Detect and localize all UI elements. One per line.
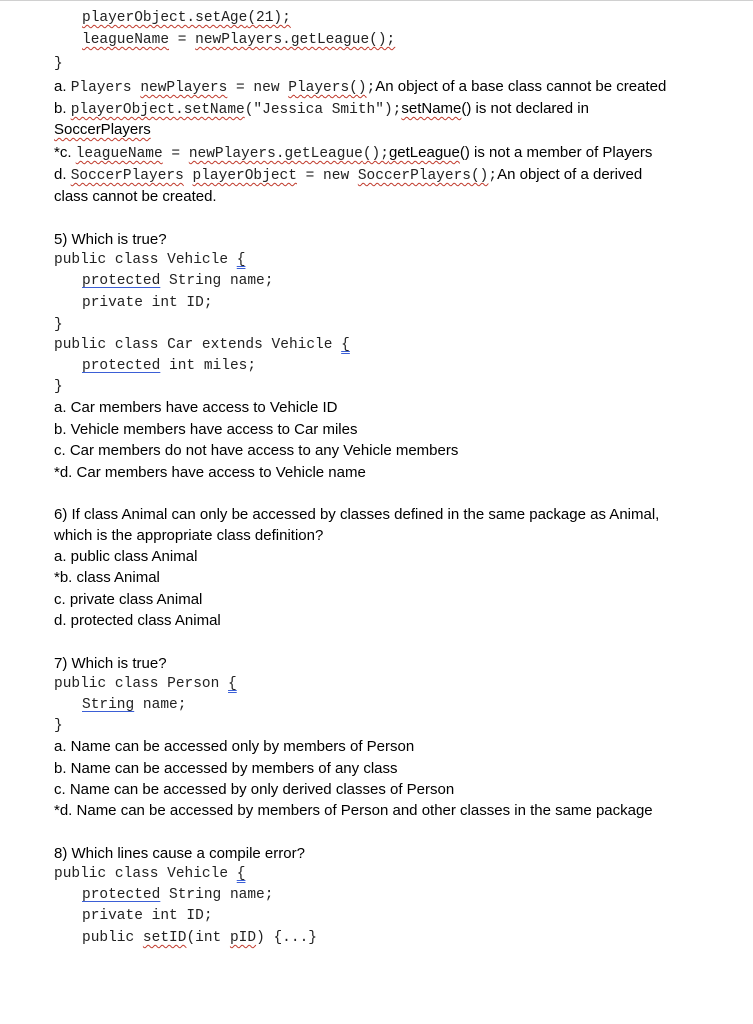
option-c: c. private class Animal: [54, 591, 203, 608]
code-line: protected int miles;: [82, 358, 257, 374]
code-line: }: [54, 56, 63, 72]
code-line: }: [54, 379, 63, 395]
code-line: }: [54, 718, 63, 734]
option-a: a. Players newPlayers = new Players();An object of a base class cannot be created: [54, 78, 667, 96]
option-c: c. Name can be accessed by only derived classes of Person: [54, 781, 455, 798]
option-b: b. playerObject.setName("Jessica Smith");setName() is not declared in: [54, 100, 589, 118]
question-6-title-continued: which is the appropriate class definition?: [54, 527, 324, 544]
code-line: leagueName = newPlayers.getLeague();: [82, 32, 396, 48]
code-line: private int ID;: [82, 295, 213, 311]
question-6-title: 6) If class Animal can only be accessed by classes defined in the same package as Animal,: [54, 506, 660, 523]
option-b: *b. class Animal: [54, 569, 160, 586]
option-b: b. Name can be accessed by members of any class: [54, 760, 398, 777]
code-line: public setID(int pID) {...}: [82, 930, 317, 946]
code-line: private int ID;: [82, 908, 213, 924]
code-line: playerObject.setAge(21);: [82, 10, 291, 26]
option-a: a. public class Animal: [54, 548, 198, 565]
code-line: protected String name;: [82, 887, 274, 903]
question-7-title: 7) Which is true?: [54, 655, 167, 672]
option-b-continued: SoccerPlayers: [54, 121, 151, 138]
option-a: a. Name can be accessed only by members of Person: [54, 738, 415, 755]
code-line: }: [54, 317, 63, 333]
option-c: *c. leagueName = newPlayers.getLeague();getLeague() is not a member of Players: [54, 144, 653, 162]
option-d: d. SoccerPlayers playerObject = new SoccerPlayers();An object of a derived: [54, 166, 643, 184]
option-b: b. Vehicle members have access to Car miles: [54, 421, 358, 438]
code-line: String name;: [82, 697, 187, 713]
option-a: a. Car members have access to Vehicle ID: [54, 399, 338, 416]
code-line: public class Person {: [54, 676, 237, 692]
code-line: public class Vehicle {: [54, 252, 246, 268]
option-d-continued: class cannot be created.: [54, 188, 217, 205]
question-8-title: 8) Which lines cause a compile error?: [54, 845, 305, 862]
option-c: c. Car members do not have access to any Vehicle members: [54, 442, 459, 459]
code-line: public class Car extends Vehicle {: [54, 337, 350, 353]
option-d: d. protected class Animal: [54, 612, 221, 629]
top-border: [0, 0, 753, 1]
code-line: public class Vehicle {: [54, 866, 246, 882]
question-5-title: 5) Which is true?: [54, 231, 167, 248]
option-d: *d. Name can be accessed by members of Person and other classes in the same package: [54, 802, 653, 819]
code-line: protected String name;: [82, 273, 274, 289]
option-d: *d. Car members have access to Vehicle name: [54, 464, 366, 481]
